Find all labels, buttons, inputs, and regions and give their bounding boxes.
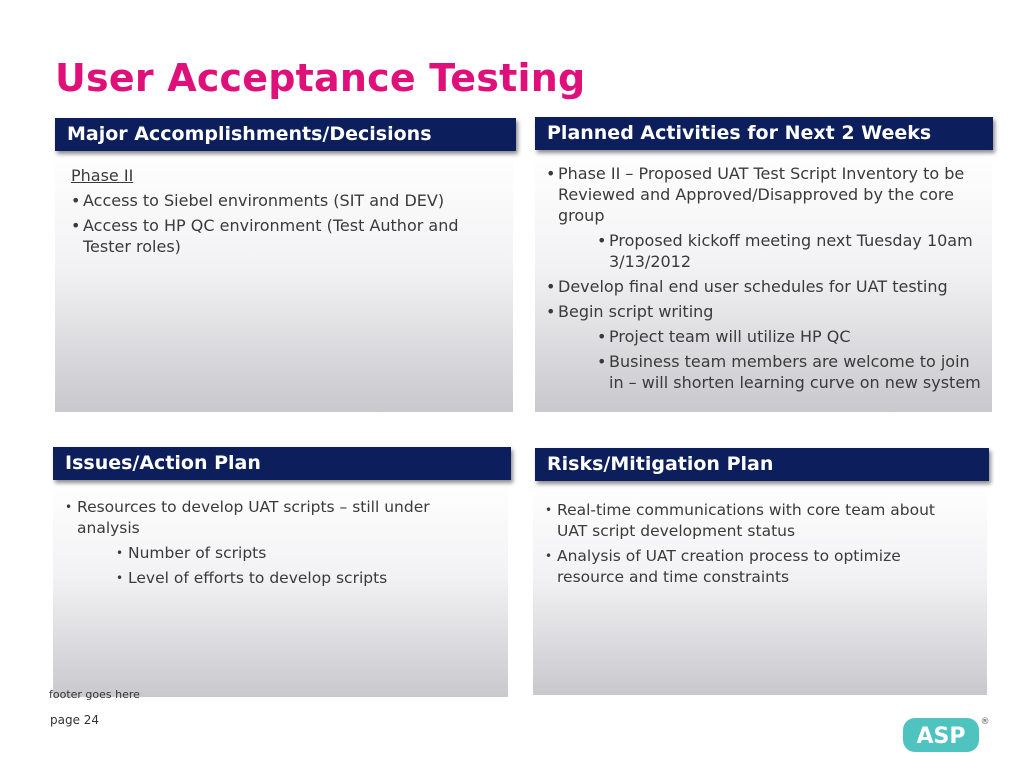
sub-list-item: • Number of scripts xyxy=(116,544,267,562)
footer-text: footer goes here xyxy=(49,688,140,701)
list-item: • Analysis of UAT creation process to optimize resource and time constraints xyxy=(545,547,901,586)
sub-list-item: • Proposed kickoff meeting next Tuesday 10am 3/13/2012 xyxy=(597,231,973,271)
issues-content xyxy=(65,497,495,593)
sub-list-item: • Level of efforts to develop scripts xyxy=(116,569,388,587)
bullet-icon: • xyxy=(71,191,81,210)
risks-header: Risks/Mitigation Plan xyxy=(535,448,989,481)
bullet-icon: • xyxy=(546,302,556,321)
list-item: • Begin script writing xyxy=(546,302,714,321)
phase-label: Phase II xyxy=(71,166,134,185)
list-item: • Develop final end user schedules for UAT testing xyxy=(546,277,948,296)
list-item: • Real-time communications with core team about UAT script development status xyxy=(545,501,935,540)
bullet-icon: • xyxy=(597,327,607,346)
bullet-icon: • xyxy=(545,549,553,563)
list-item: • Access to HP QC environment (Test Author and Tester roles) xyxy=(71,216,459,256)
list-item: • Resources to develop UAT scripts – still under analysis xyxy=(65,498,430,537)
bullet-icon: • xyxy=(116,546,124,560)
registered-mark: ® xyxy=(980,717,990,727)
slide-title: User Acceptance Testing xyxy=(55,56,586,100)
bullet-icon: • xyxy=(116,571,124,585)
bullet-icon: • xyxy=(597,352,607,371)
bullet-icon: • xyxy=(597,231,607,250)
bullet-icon: • xyxy=(65,500,73,514)
bullet-icon: • xyxy=(546,164,556,183)
logo-text: ASP xyxy=(916,724,966,749)
list-item: • Phase II – Proposed UAT Test Script Inventory to be Reviewed and Approved/Disapproved by the core group xyxy=(546,164,965,225)
bullet-icon: • xyxy=(71,216,81,235)
page-number: page 24 xyxy=(50,713,100,727)
sub-list-item: • Business team members are welcome to join in – will shorten learning curve on new system xyxy=(597,352,981,392)
issues-header: Issues/Action Plan xyxy=(53,447,511,480)
sub-list-item: • Project team will utilize HP QC xyxy=(597,327,851,346)
list-item: • Access to Siebel environments (SIT and DEV) xyxy=(71,191,445,210)
planned-content xyxy=(546,163,986,397)
bullet-icon: • xyxy=(545,503,553,517)
asp-logo xyxy=(901,713,991,759)
risks-content xyxy=(545,500,965,592)
accomplishments-content xyxy=(71,165,501,261)
planned-header: Planned Activities for Next 2 Weeks xyxy=(535,117,993,150)
bullet-icon: • xyxy=(546,277,556,296)
accomplishments-header: Major Accomplishments/Decisions xyxy=(55,118,516,151)
